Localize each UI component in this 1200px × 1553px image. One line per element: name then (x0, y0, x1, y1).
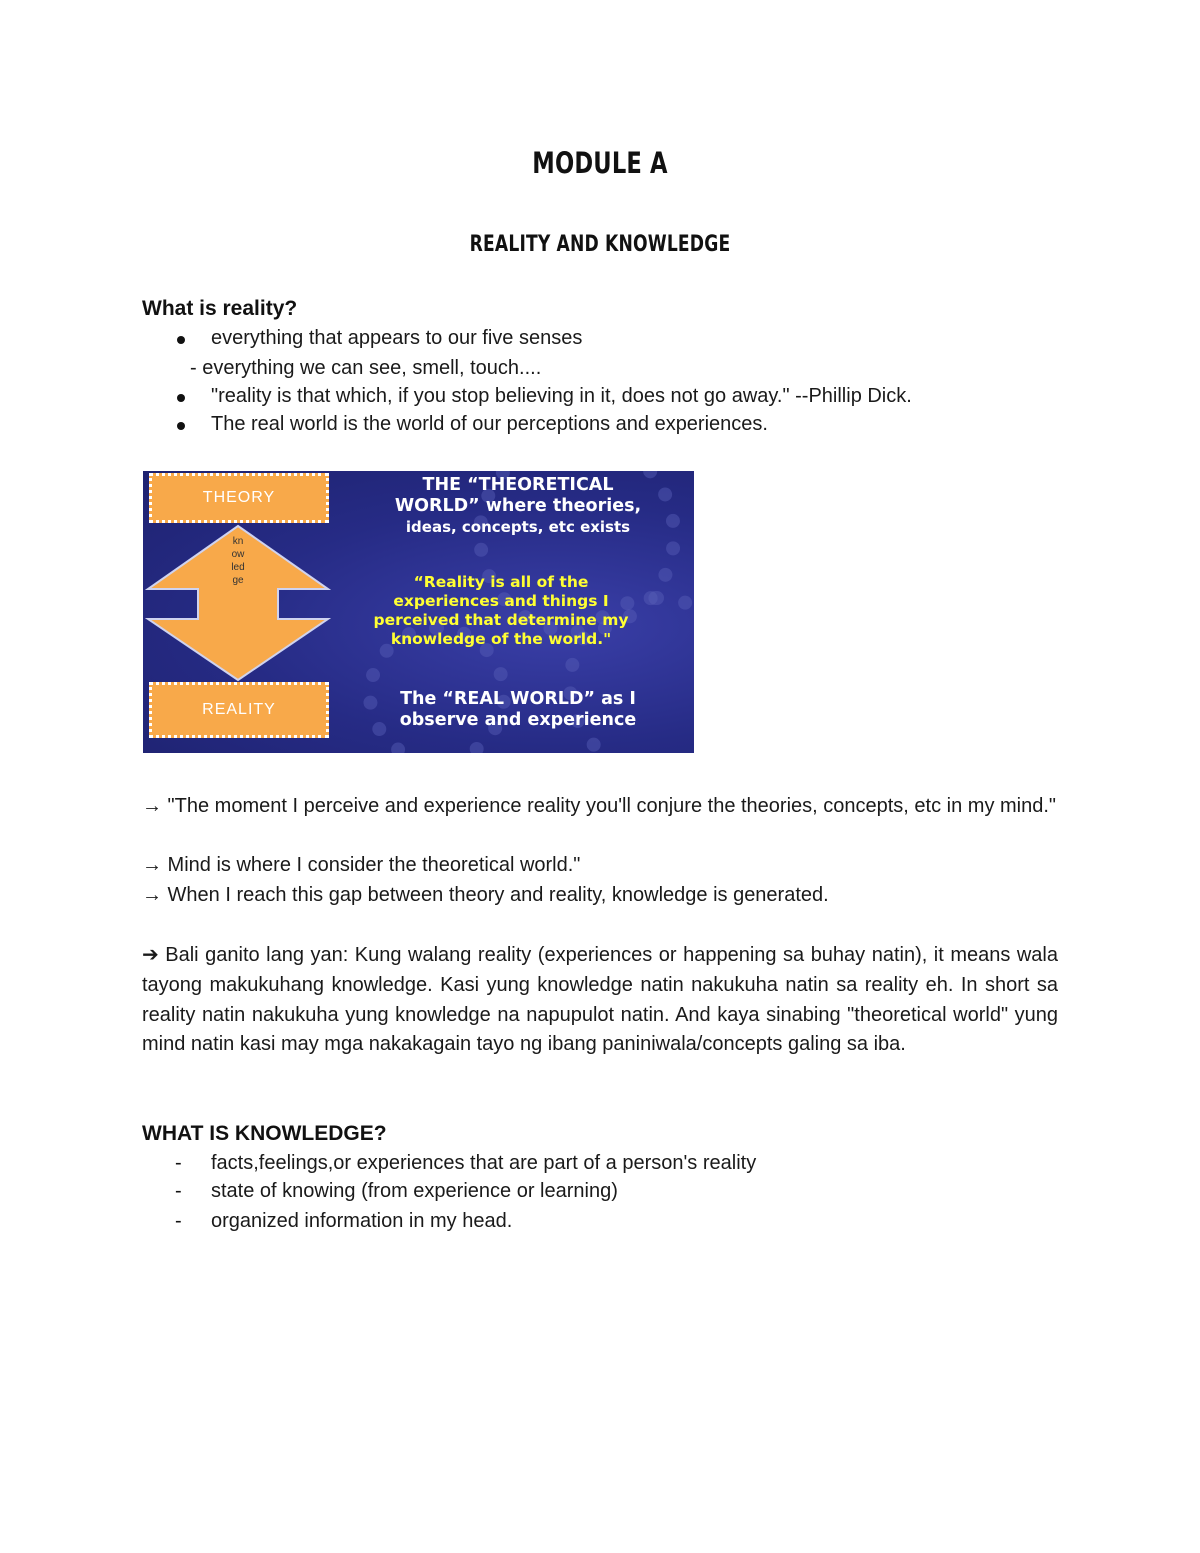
knowledge-vertical-label: knowledge (231, 536, 245, 586)
reality-item: "reality is that which, if you stop believing in it, does not go away." --Phillip Dick. (211, 385, 912, 407)
arrow-line: → Mind is where I consider the theoretical world." (142, 854, 581, 876)
caption-line: THE “THEORETICAL (422, 475, 614, 495)
quote-line: perceived that determine my (373, 611, 629, 629)
reality-item: everything that appears to our five senses (211, 327, 583, 349)
dash-bullet: - (175, 1180, 182, 1202)
page-subtitle: REALITY AND KNOWLEDGE (469, 232, 731, 257)
quote-line: experiences and things I (393, 592, 609, 610)
caption-line: ideas, concepts, etc exists (405, 518, 631, 536)
arrow-line: → When I reach this gap between theory and reality, knowledge is generated. (142, 884, 829, 906)
reality-quote (331, 573, 671, 649)
quote-line: knowledge of the world." (390, 630, 612, 648)
bullet-icon (177, 422, 185, 430)
caption-line: observe and experience (399, 710, 637, 730)
reality-item: The real world is the world of our perceptions and experiences. (211, 413, 768, 435)
theory-reality-diagram (143, 471, 694, 753)
explanation-paragraph: ➔ Bali ganito lang yan: Kung walang reality (experiences or happening sa buhay natin), it means wala tayong makukuhang knowledge. Kasi yung knowledge natin nakukuha natin sa reality eh. In short sa reality natin nakukuha yung knowledge na napupulot natin. And kaya sinabing "theoretical world" yung mind natin kasi may mga nakakagain tayo ng ibang paniniwala/concepts galing sa iba. (142, 944, 1058, 1056)
theory-box: THEORY (149, 473, 329, 523)
bullet-icon (177, 336, 185, 344)
caption-line: WORLD” where theories, (394, 496, 642, 516)
theoretical-world-caption (343, 475, 693, 538)
bullet-icon (177, 394, 185, 402)
quote-line: “Reality is all of the (413, 573, 589, 591)
real-world-caption (343, 689, 693, 731)
reality-heading: What is reality? (142, 297, 298, 320)
knowledge-heading: WHAT IS KNOWLEDGE? (142, 1122, 387, 1145)
reality-box: REALITY (149, 682, 329, 738)
knowledge-item: organized information in my head. (211, 1210, 513, 1232)
knowledge-item: state of knowing (from experience or learning) (211, 1180, 618, 1202)
page-title: MODULE A (532, 146, 668, 180)
reality-subitem: - everything we can see, smell, touch.... (190, 357, 542, 379)
knowledge-item: facts,feelings,or experiences that are part of a person's reality (211, 1152, 757, 1174)
dash-bullet: - (175, 1152, 182, 1174)
arrow-line: → "The moment I perceive and experience reality you'll conjure the theories, concepts, etc in my mind." (142, 795, 1057, 817)
caption-line: The “REAL WORLD” as I (400, 689, 636, 709)
dash-bullet: - (175, 1210, 182, 1232)
